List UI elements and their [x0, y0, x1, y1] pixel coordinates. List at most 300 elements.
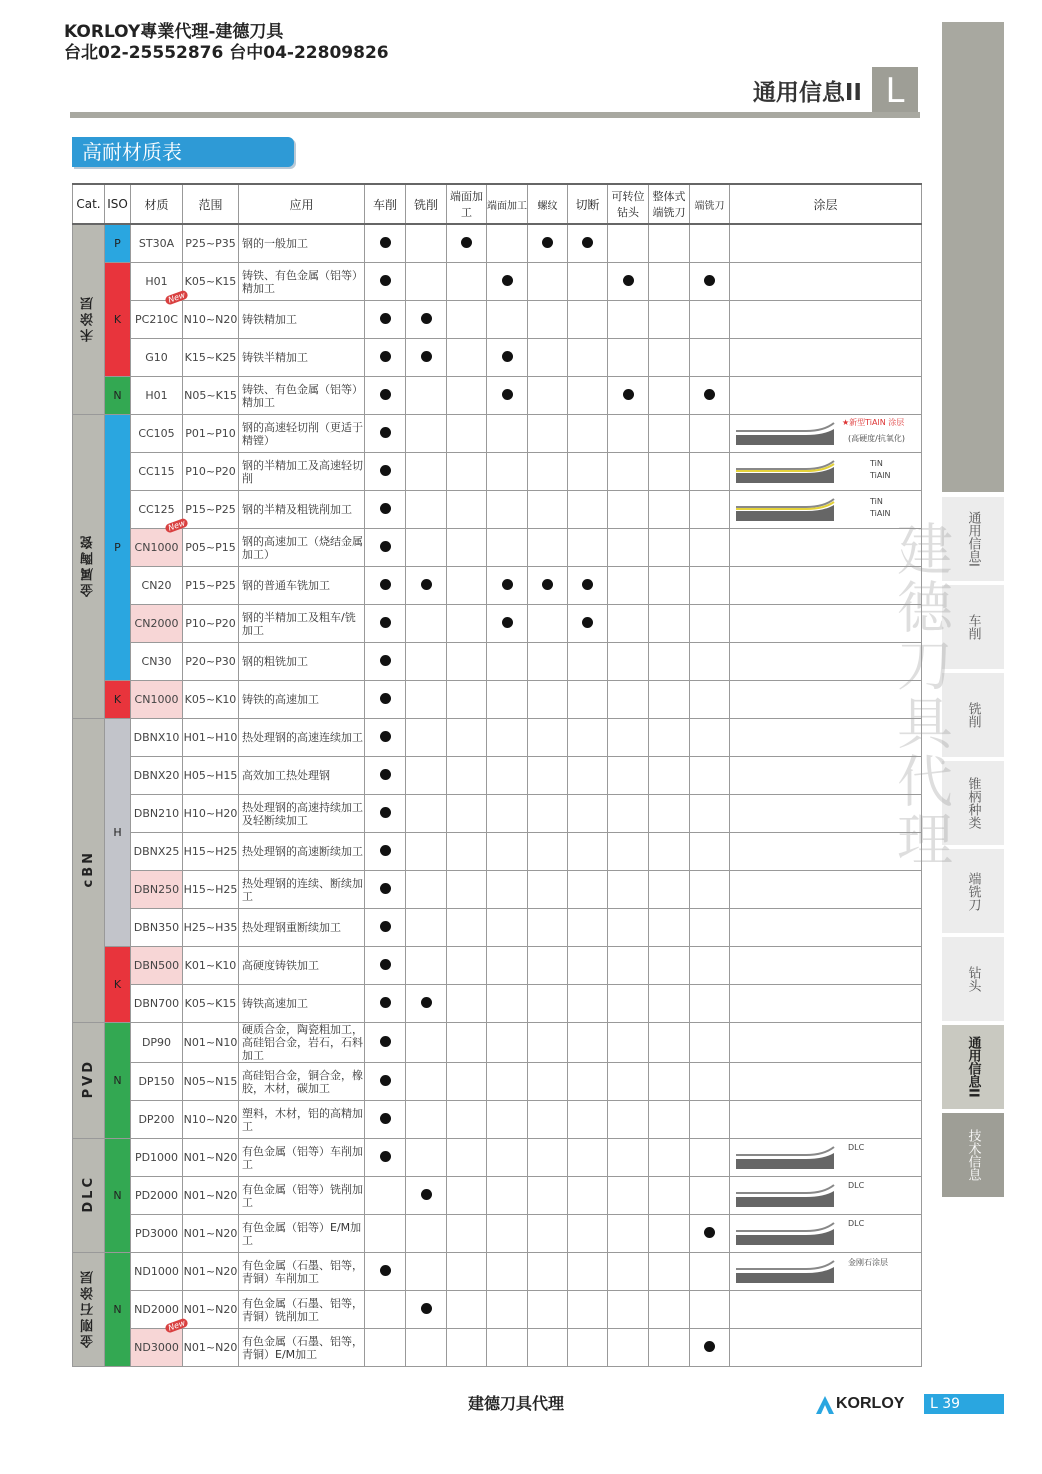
use-cell — [568, 453, 608, 491]
use-cell — [649, 415, 690, 453]
use-cell — [365, 1063, 406, 1101]
range-cell: H01~H10 — [183, 719, 239, 757]
material-name: CN1000 — [134, 693, 179, 706]
material-name: DP200 — [138, 1113, 175, 1126]
range-cell: N01~N20 — [183, 1291, 239, 1329]
use-cell — [365, 1101, 406, 1139]
use-cell — [406, 871, 447, 909]
application-cell: 钢的半精加工及高速轻切削 — [239, 453, 365, 491]
col-facing: 端面加工 — [447, 184, 487, 224]
applicable-dot — [461, 237, 472, 248]
use-cell — [690, 681, 730, 719]
use-cell — [690, 985, 730, 1023]
applicable-dot — [380, 389, 391, 400]
range-cell: H15~H25 — [183, 833, 239, 871]
range-cell: P15~P25 — [183, 491, 239, 529]
coating-cell — [730, 1139, 922, 1177]
use-cell — [528, 909, 568, 947]
use-cell — [406, 301, 447, 339]
use-cell — [608, 1291, 649, 1329]
range-cell: P10~P20 — [183, 605, 239, 643]
use-cell — [406, 985, 447, 1023]
table-row — [73, 871, 922, 909]
use-cell — [568, 1063, 608, 1101]
footer-center: 建德刀具代理 — [468, 1394, 565, 1413]
application-cell: 钢的高速加工（烧结金属加工） — [239, 529, 365, 567]
coating-cell — [730, 415, 922, 453]
applicable-dot — [502, 275, 513, 286]
category-label: cBN — [81, 849, 96, 888]
side-tab-general2[interactable]: 通用信息II — [942, 1025, 1004, 1109]
side-tab-tech[interactable]: 技术信息 — [942, 1113, 1004, 1197]
iso-cell: K — [105, 947, 131, 1023]
use-cell — [568, 719, 608, 757]
use-cell — [487, 339, 528, 377]
iso-cell: N — [105, 1139, 131, 1253]
use-cell — [608, 567, 649, 605]
range-cell: N01~N20 — [183, 1177, 239, 1215]
material-name: ND1000 — [134, 1265, 179, 1278]
material-name: PD1000 — [134, 1151, 179, 1164]
coating-cell — [730, 719, 922, 757]
use-cell — [568, 681, 608, 719]
use-cell — [690, 453, 730, 491]
table-row — [73, 795, 922, 833]
use-cell — [528, 224, 568, 263]
use-cell — [568, 415, 608, 453]
range-cell: P05~P15 — [183, 529, 239, 567]
material-cell — [131, 1177, 183, 1215]
range-cell: N01~N20 — [183, 1329, 239, 1367]
use-cell — [528, 415, 568, 453]
use-cell — [487, 795, 528, 833]
use-cell — [487, 1139, 528, 1177]
use-cell — [487, 529, 528, 567]
use-cell — [447, 757, 487, 795]
table-row — [73, 909, 922, 947]
use-cell — [487, 871, 528, 909]
iso-cell: N — [105, 1253, 131, 1367]
use-cell — [649, 377, 690, 415]
coating-cell — [730, 567, 922, 605]
use-cell — [365, 681, 406, 719]
application-cell: 钢的半精及粗铣削加工 — [239, 491, 365, 529]
use-cell — [528, 1063, 568, 1101]
coating-cell — [730, 833, 922, 871]
material-cell — [131, 757, 183, 795]
use-cell — [365, 985, 406, 1023]
coating-cell — [730, 1329, 922, 1367]
material-cell — [131, 1139, 183, 1177]
coating-cell — [730, 339, 922, 377]
use-cell — [568, 1101, 608, 1139]
range-cell: N10~N20 — [183, 1101, 239, 1139]
title-rule — [70, 112, 920, 118]
use-cell — [365, 871, 406, 909]
use-cell — [406, 1139, 447, 1177]
use-cell — [649, 947, 690, 985]
material-name: DBNX20 — [133, 769, 180, 782]
application-cell: 钢的高速轻切削（更适于精镗） — [239, 415, 365, 453]
coating-label: TiAlN — [870, 509, 891, 518]
use-cell — [608, 491, 649, 529]
use-cell — [690, 263, 730, 301]
range-cell: K05~K15 — [183, 985, 239, 1023]
iso-cell: K — [105, 681, 131, 719]
table-row — [73, 1139, 922, 1177]
material-cell — [131, 1101, 183, 1139]
application-cell: 热处理钢重断续加工 — [239, 909, 365, 947]
application-cell: 热处理钢的高速持续加工及轻断续加工 — [239, 795, 365, 833]
applicable-dot — [421, 1303, 432, 1314]
use-cell — [608, 605, 649, 643]
use-cell — [365, 947, 406, 985]
use-cell — [487, 377, 528, 415]
application-cell: 铸铁高速加工 — [239, 985, 365, 1023]
use-cell — [528, 757, 568, 795]
use-cell — [649, 263, 690, 301]
use-cell — [528, 1177, 568, 1215]
use-cell — [568, 339, 608, 377]
use-cell — [528, 1329, 568, 1367]
use-cell — [487, 224, 528, 263]
use-cell — [365, 643, 406, 681]
category-label: 金属陶瓷 — [81, 532, 96, 597]
material-cell — [131, 605, 183, 643]
use-cell — [608, 1215, 649, 1253]
use-cell — [528, 529, 568, 567]
use-cell — [690, 491, 730, 529]
coating-cell — [730, 377, 922, 415]
iso-cell: P — [105, 415, 131, 681]
side-tab-endmill[interactable]: 端铣刀 — [942, 849, 1004, 933]
applicable-dot — [380, 617, 391, 628]
application-cell: 铸铁精加工 — [239, 301, 365, 339]
use-cell — [649, 1291, 690, 1329]
use-cell — [568, 871, 608, 909]
use-cell — [447, 947, 487, 985]
applicable-dot — [421, 997, 432, 1008]
use-cell — [568, 1177, 608, 1215]
application-cell: 塑料，木材，铝的高精加工 — [239, 1101, 365, 1139]
coating-cell — [730, 453, 922, 491]
use-cell — [690, 1291, 730, 1329]
side-tab-general1[interactable]: 通用信息I — [942, 497, 1004, 581]
use-cell — [365, 301, 406, 339]
use-cell — [568, 947, 608, 985]
use-cell — [608, 1329, 649, 1367]
table-body — [73, 224, 922, 1367]
use-cell — [649, 605, 690, 643]
side-tab-milling[interactable]: 铣削 — [942, 673, 1004, 757]
category-cell — [73, 1253, 105, 1367]
use-cell — [447, 643, 487, 681]
table-row — [73, 1253, 922, 1291]
col-endmill: 端铣刀 — [690, 184, 730, 224]
material-cell — [131, 833, 183, 871]
coating-cell — [730, 1101, 922, 1139]
use-cell — [487, 605, 528, 643]
application-cell: 钢的半精加工及粗车/铣加工 — [239, 605, 365, 643]
material-name: DBNX25 — [133, 845, 180, 858]
use-cell — [568, 1253, 608, 1291]
material-name: H01 — [145, 275, 168, 288]
material-name: ST30A — [138, 237, 175, 250]
use-cell — [690, 377, 730, 415]
use-cell — [608, 377, 649, 415]
application-cell: 钢的普通车铣加工 — [239, 567, 365, 605]
range-cell: H25~H35 — [183, 909, 239, 947]
use-cell — [487, 833, 528, 871]
use-cell — [690, 643, 730, 681]
use-cell — [365, 833, 406, 871]
use-cell — [406, 947, 447, 985]
application-cell: 钢的粗铣加工 — [239, 643, 365, 681]
use-cell — [365, 415, 406, 453]
col-iso: ISO — [105, 184, 131, 224]
use-cell — [568, 491, 608, 529]
range-cell: N01~N10 — [183, 1023, 239, 1063]
col-milling: 铣削 — [406, 184, 447, 224]
table-row — [73, 1101, 922, 1139]
use-cell — [487, 947, 528, 985]
material-name: PC210C — [135, 313, 178, 326]
use-cell — [487, 567, 528, 605]
applicable-dot — [704, 275, 715, 286]
application-cell: 有色金属（铝等）E/M加工 — [239, 1215, 365, 1253]
brand-text: KORLOY — [836, 1395, 905, 1412]
use-cell — [649, 757, 690, 795]
use-cell — [447, 1101, 487, 1139]
use-cell — [406, 909, 447, 947]
use-cell — [447, 491, 487, 529]
use-cell — [608, 681, 649, 719]
range-cell: K05~K15 — [183, 263, 239, 301]
use-cell — [649, 1101, 690, 1139]
use-cell — [365, 529, 406, 567]
applicable-dot — [542, 579, 553, 590]
applicable-dot — [623, 389, 634, 400]
use-cell — [528, 1253, 568, 1291]
use-cell — [487, 453, 528, 491]
use-cell — [608, 339, 649, 377]
use-cell — [568, 1329, 608, 1367]
table-row — [73, 415, 922, 453]
header-line2: 台北02-25552876 台中04-22809826 — [64, 43, 389, 63]
use-cell — [447, 263, 487, 301]
col-cutoff: 切断 — [568, 184, 608, 224]
use-cell — [406, 415, 447, 453]
use-cell — [406, 224, 447, 263]
coating-label: ★新型TiAlN 涂层 — [842, 418, 905, 427]
applicable-dot — [421, 313, 432, 324]
use-cell — [649, 529, 690, 567]
use-cell — [487, 1063, 528, 1101]
use-cell — [690, 1023, 730, 1063]
coating-cell — [730, 985, 922, 1023]
use-cell — [649, 224, 690, 263]
col-material: 材质 — [131, 184, 183, 224]
use-cell — [690, 339, 730, 377]
application-cell: 热处理钢的连续、断续加工 — [239, 871, 365, 909]
use-cell — [568, 567, 608, 605]
use-cell — [365, 757, 406, 795]
use-cell — [406, 1063, 447, 1101]
material-name: DBN500 — [133, 959, 180, 972]
category-cell — [73, 224, 105, 415]
category-cell — [73, 719, 105, 1023]
applicable-dot — [502, 351, 513, 362]
applicable-dot — [502, 389, 513, 400]
material-name: DP90 — [141, 1036, 172, 1049]
table-row — [73, 1215, 922, 1253]
use-cell — [447, 1023, 487, 1063]
use-cell — [447, 909, 487, 947]
material-name: DBN210 — [133, 807, 180, 820]
side-tab-drill[interactable]: 钻头 — [942, 937, 1004, 1021]
use-cell — [690, 719, 730, 757]
use-cell — [690, 947, 730, 985]
section-title: 高耐材质表 — [72, 137, 294, 167]
use-cell — [608, 529, 649, 567]
use-cell — [447, 605, 487, 643]
use-cell — [528, 795, 568, 833]
side-tab-turning[interactable]: 车削 — [942, 585, 1004, 669]
table-row — [73, 947, 922, 985]
applicable-dot — [380, 541, 391, 552]
use-cell — [649, 301, 690, 339]
use-cell — [487, 1177, 528, 1215]
use-cell — [608, 833, 649, 871]
application-cell: 硬质合金，陶瓷粗加工，高硅铝合金，岩石，石料加工 — [239, 1023, 365, 1063]
use-cell — [690, 1177, 730, 1215]
range-cell: P25~P35 — [183, 224, 239, 263]
col-face-mill: 端面加工 — [487, 184, 528, 224]
use-cell — [447, 1177, 487, 1215]
material-cell — [131, 719, 183, 757]
applicable-dot — [380, 313, 391, 324]
applicable-dot — [582, 579, 593, 590]
use-cell — [365, 339, 406, 377]
applicable-dot — [380, 997, 391, 1008]
application-cell: 钢的一般加工 — [239, 224, 365, 263]
coating-cell — [730, 1023, 922, 1063]
side-tab-taper[interactable]: 锥柄种类 — [942, 761, 1004, 845]
new-badge: New — [164, 1317, 189, 1333]
use-cell — [568, 224, 608, 263]
coating-label: DLC — [848, 1181, 865, 1190]
use-cell — [690, 567, 730, 605]
material-cell — [131, 1023, 183, 1063]
application-cell: 热处理钢的高速连续加工 — [239, 719, 365, 757]
use-cell — [608, 909, 649, 947]
applicable-dot — [380, 807, 391, 818]
use-cell — [568, 1215, 608, 1253]
applicable-dot — [623, 275, 634, 286]
use-cell — [406, 605, 447, 643]
use-cell — [690, 1101, 730, 1139]
range-cell: N05~N15 — [183, 1063, 239, 1101]
applicable-dot — [380, 1113, 391, 1124]
material-cell — [131, 985, 183, 1023]
material-name: CN20 — [141, 579, 172, 592]
use-cell — [447, 1291, 487, 1329]
use-cell — [447, 795, 487, 833]
use-cell — [528, 719, 568, 757]
use-cell — [608, 301, 649, 339]
use-cell — [690, 1063, 730, 1101]
use-cell — [649, 1329, 690, 1367]
table-row — [73, 453, 922, 491]
use-cell — [690, 415, 730, 453]
applicable-dot — [380, 351, 391, 362]
table-row — [73, 681, 922, 719]
use-cell — [528, 1101, 568, 1139]
table-row — [73, 339, 922, 377]
use-cell — [528, 567, 568, 605]
col-application: 应用 — [239, 184, 365, 224]
use-cell — [406, 1023, 447, 1063]
use-cell — [690, 301, 730, 339]
col-range: 范围 — [183, 184, 239, 224]
header — [64, 22, 389, 64]
applicable-dot — [421, 579, 432, 590]
applicable-dot — [704, 1227, 715, 1238]
applicable-dot — [542, 237, 553, 248]
application-cell: 铸铁、有色金属（铝等）精加工 — [239, 377, 365, 415]
use-cell — [568, 1291, 608, 1329]
use-cell — [528, 871, 568, 909]
use-cell — [568, 263, 608, 301]
use-cell — [487, 719, 528, 757]
use-cell — [406, 1253, 447, 1291]
applicable-dot — [582, 617, 593, 628]
material-cell — [131, 795, 183, 833]
use-cell — [690, 757, 730, 795]
use-cell — [487, 643, 528, 681]
use-cell — [568, 757, 608, 795]
use-cell — [568, 301, 608, 339]
use-cell — [608, 224, 649, 263]
coating-label: DLC — [848, 1219, 865, 1228]
use-cell — [406, 529, 447, 567]
material-cell — [131, 681, 183, 719]
application-cell: 有色金属（铝等）铣削加工 — [239, 1177, 365, 1215]
material-cell — [131, 1318, 187, 1367]
use-cell — [649, 1215, 690, 1253]
coating-label: (高硬度/抗氧化) — [848, 434, 905, 443]
table-row — [73, 1177, 922, 1215]
use-cell — [528, 339, 568, 377]
application-cell: 有色金属（石墨、铝等，青铜）E/M加工 — [239, 1329, 365, 1367]
material-name: DBNX10 — [133, 731, 180, 744]
use-cell — [447, 453, 487, 491]
use-cell — [487, 1253, 528, 1291]
new-badge: New — [164, 517, 189, 533]
use-cell — [649, 681, 690, 719]
applicable-dot — [704, 1341, 715, 1352]
use-cell — [406, 1101, 447, 1139]
use-cell — [406, 1177, 447, 1215]
use-cell — [568, 833, 608, 871]
use-cell — [649, 1063, 690, 1101]
use-cell — [690, 871, 730, 909]
use-cell — [528, 947, 568, 985]
use-cell — [528, 453, 568, 491]
use-cell — [568, 377, 608, 415]
use-cell — [365, 263, 406, 301]
coating-cell — [730, 909, 922, 947]
